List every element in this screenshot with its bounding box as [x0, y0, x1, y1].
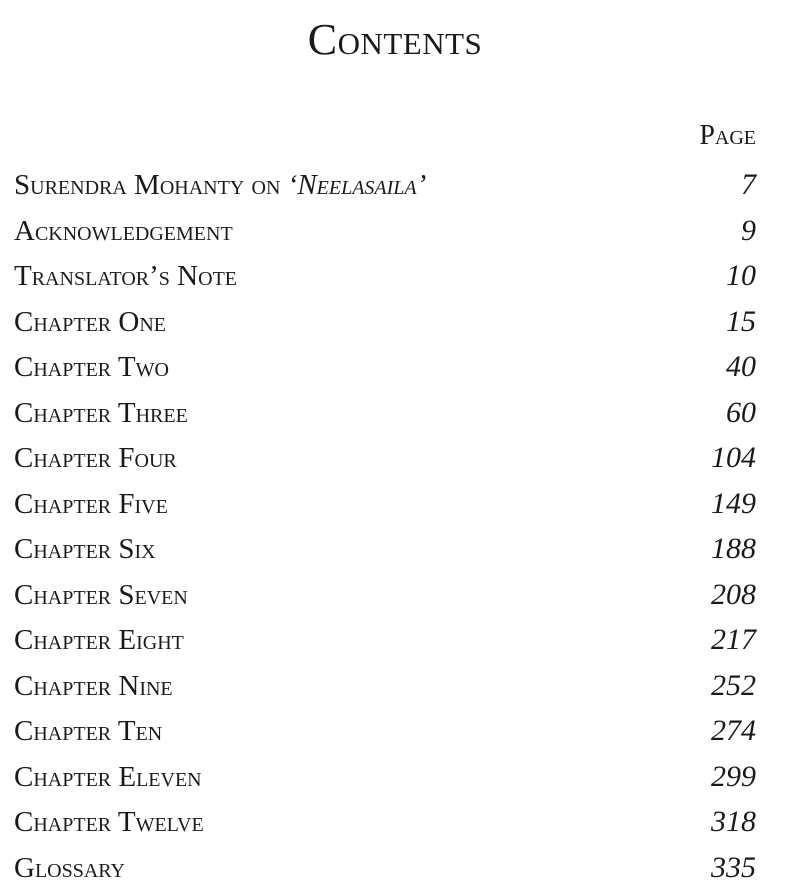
toc-entry-title: Chapter Nine — [14, 669, 173, 702]
toc-page-number: 9 — [741, 213, 756, 247]
toc-page-number: 252 — [711, 668, 756, 702]
toc-row[interactable] — [14, 572, 756, 618]
toc-entry-title: Chapter Twelve — [14, 806, 204, 838]
toc-page-number: 188 — [711, 532, 756, 565]
toc-entry-title: Acknowledgement — [14, 214, 233, 247]
toc-page-number: 7 — [741, 168, 756, 201]
toc-row[interactable] — [14, 435, 756, 481]
toc-page-number: 60 — [726, 395, 756, 429]
toc-entry-title: Surendra Mohanty on ‘Neelasaila’ — [14, 169, 427, 201]
toc-row[interactable] — [14, 708, 756, 754]
toc-row[interactable] — [14, 299, 756, 345]
toc-page-number: 104 — [711, 441, 756, 474]
toc-row[interactable] — [14, 526, 756, 572]
toc-row[interactable] — [14, 799, 756, 845]
toc-entry-title: Chapter Three — [14, 396, 188, 429]
toc-page-number: 274 — [711, 714, 756, 747]
toc-entry-title: Chapter Six — [14, 533, 156, 565]
toc-entry-title: Glossary — [14, 851, 125, 884]
toc-entry-title: Chapter Ten — [14, 715, 163, 747]
toc-page-number: 335 — [711, 850, 756, 884]
toc-row[interactable] — [14, 663, 756, 709]
toc-entry-title: Chapter Eight — [14, 624, 184, 656]
toc-row[interactable] — [14, 208, 756, 254]
toc-page-number: 149 — [711, 486, 756, 520]
toc-entry-title-italic: ‘Neelasaila’ — [287, 169, 427, 201]
toc-page-number: 15 — [726, 304, 756, 338]
page-title: Contents — [307, 15, 483, 64]
toc-page-number: 217 — [711, 623, 756, 656]
toc-entry-title: Chapter Two — [14, 351, 169, 383]
toc-row[interactable] — [14, 390, 756, 436]
toc-entry-title: Translator’s Note — [14, 260, 237, 292]
toc-row[interactable] — [14, 253, 756, 299]
toc-row[interactable] — [14, 162, 756, 208]
page-column-label: Page — [699, 120, 756, 151]
toc-entry-title: Chapter One — [14, 305, 166, 338]
toc-entry-title: Chapter Eleven — [14, 760, 202, 793]
toc-page-number: 299 — [711, 759, 756, 793]
toc-page-number: 10 — [726, 259, 756, 292]
toc-row[interactable] — [14, 845, 756, 891]
toc-entry-title: Chapter Four — [14, 442, 177, 474]
toc-row[interactable] — [14, 481, 756, 527]
toc-page-number: 318 — [711, 805, 756, 838]
toc-page-number: 40 — [726, 350, 756, 383]
toc-row[interactable] — [14, 754, 756, 800]
toc-entry-title: Chapter Seven — [14, 578, 188, 611]
toc-entry-title: Chapter Five — [14, 487, 168, 520]
toc-row[interactable] — [14, 344, 756, 390]
toc-row[interactable] — [14, 617, 756, 663]
toc-list — [14, 162, 756, 890]
toc-page-number: 208 — [711, 577, 756, 611]
